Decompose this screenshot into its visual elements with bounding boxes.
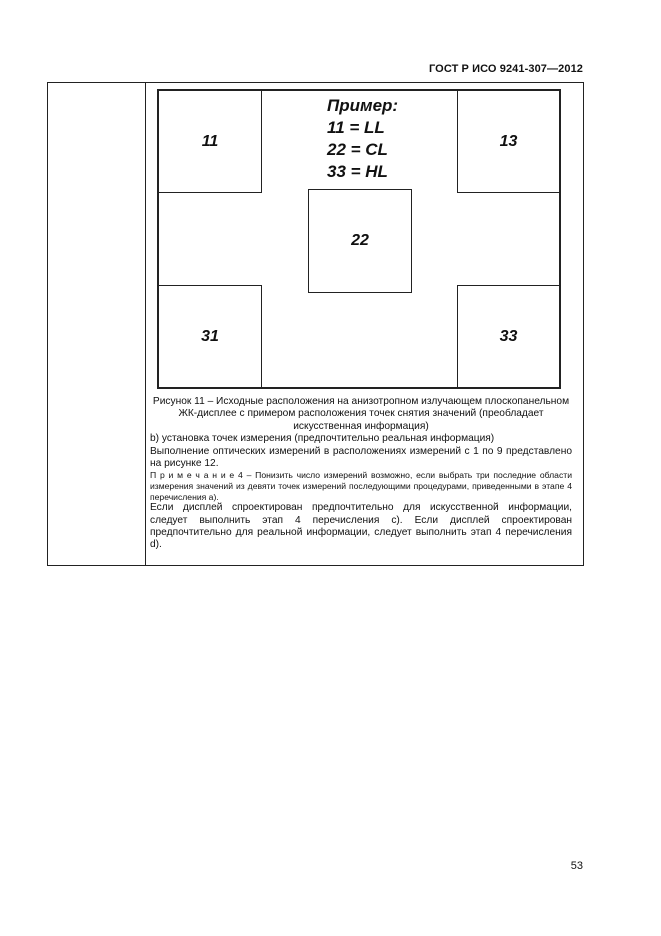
- zone-13: 13: [457, 91, 559, 193]
- table-column-divider: [145, 82, 146, 566]
- zone-33: 33: [457, 285, 559, 387]
- legend-title: Пример:: [327, 96, 399, 115]
- zone-31: 31: [159, 285, 262, 387]
- item-b: b) установка точек измерения (предпочтительно реальная информация): [150, 433, 495, 445]
- document-header: ГОСТ Р ИСО 9241-307—2012: [428, 63, 583, 75]
- zone-22: 22: [308, 189, 412, 293]
- zone-11: 11: [159, 91, 262, 193]
- page-number: 53: [570, 860, 583, 872]
- figure-legend: [327, 95, 398, 183]
- text-block: [150, 396, 572, 552]
- legend-line: 33 = HL: [327, 162, 388, 181]
- measurements-paragraph: Выполнение оптических измерений в расположениях измерений с 1 по 9 представлено на рисунке 12.: [150, 445, 572, 470]
- condition-paragraph: Если дисплей спроектирован предпочтительно для искусственной информации, следует выполнить этап 4 перечисления с). Если дисплей спроектирован предпочтительно для реальной информации, следует выполнить этап 4 перечисления d).: [150, 502, 572, 551]
- figure-11: [157, 89, 561, 389]
- legend-line: 11 = LL: [327, 118, 385, 137]
- legend-line: 22 = CL: [327, 140, 388, 159]
- figure-caption: Рисунок 11 – Исходные расположения на анизотропном излучающем плоскопанельном ЖК-дисплее с примером расположения точек снятия значений (преобладает искусственная информация): [152, 396, 570, 432]
- note-4: П р и м е ч а н и е 4 – Понизить число измерений возможно, если выбрать три последние области измерения значений из девяти точек измерений последующими процедурами, приведенными в этапе 4 перечисления а).: [150, 470, 572, 502]
